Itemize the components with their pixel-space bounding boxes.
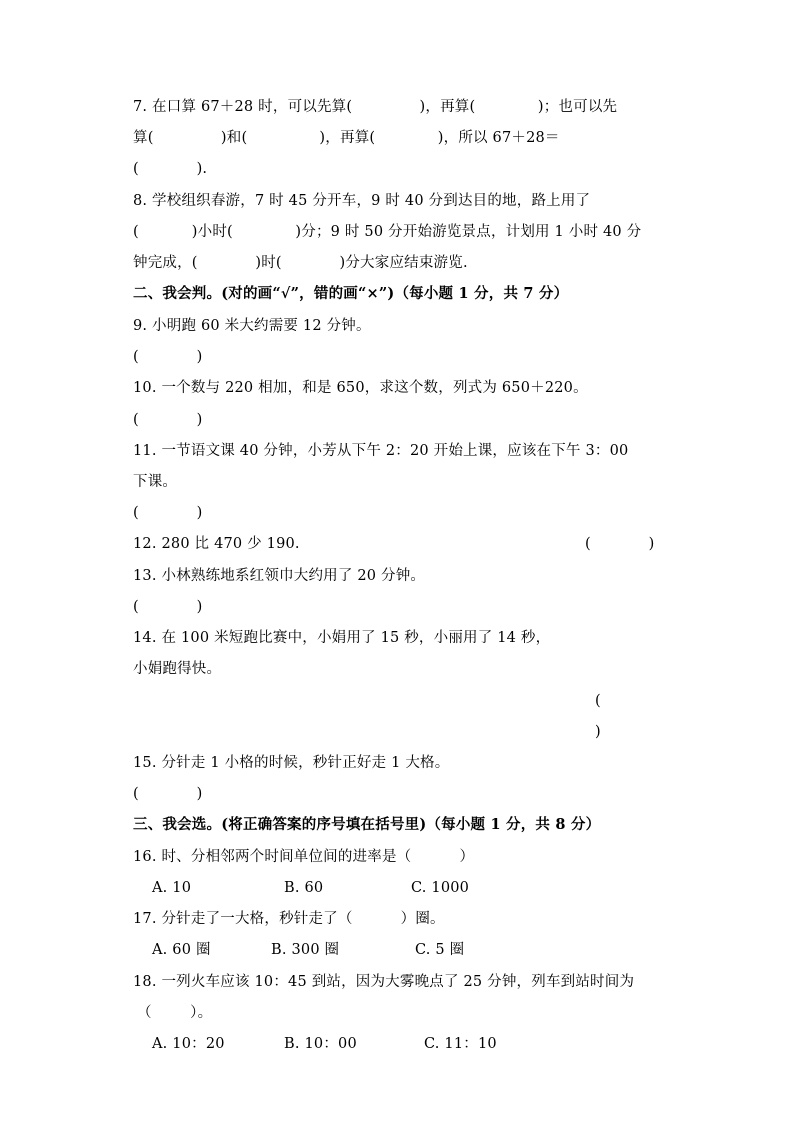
q8-line-3: 钟完成，( )时( )分大家应结束游览. [133, 255, 468, 271]
q14-line-1: 14. 在 100 米短跑比赛中，小娟用了 15 秒，小丽用了 14 秒， [133, 630, 551, 646]
q8-line-2: ( )小时( )分；9 时 50 分开始游览景点，计划用 1 小时 40 分 [133, 224, 642, 240]
q18-line-2: （ ）。 [137, 1005, 213, 1021]
section-3-heading: 三、我会选。(将正确答案的序号填在括号里)（每小题 1 分，共 8 分） [133, 816, 601, 833]
q17-option-c: C. 5 圈 [415, 942, 465, 958]
q10-answer-blank: ( ) [133, 412, 203, 428]
q18-option-c: C. 11：10 [424, 1036, 497, 1052]
q11-line-1: 11. 一节语文课 40 分钟，小芳从下午 2：20 开始上课，应该在下午 3：00 [133, 443, 629, 459]
q16-option-b: B. 60 [284, 880, 324, 896]
q7-line-3: ( ). [133, 161, 208, 177]
q17-option-b: B. 300 圈 [271, 942, 340, 958]
q9-text: 9. 小明跑 60 米大约需要 12 分钟。 [133, 318, 371, 334]
q17-option-a: A. 60 圈 [152, 942, 211, 958]
q13-answer-blank: ( ) [133, 599, 203, 615]
q18-line-1: 18. 一列火车应该 10：45 到站，因为大雾晚点了 25 分钟，列车到站时间为 [133, 974, 635, 990]
q12-answer-blank: ( ) [585, 536, 655, 552]
section-2-heading: 二、我会判。(对的画“√”，错的画“×”)（每小题 1 分，共 7 分） [133, 285, 569, 302]
q10-text: 10. 一个数与 220 相加，和是 650，求这个数，列式为 650＋220。 [133, 380, 588, 396]
q12-text: 12. 280 比 470 少 190. [133, 536, 300, 552]
q18-option-b: B. 10：00 [284, 1036, 357, 1052]
q13-text: 13. 小林熟练地系红领巾大约用了 20 分钟。 [133, 568, 426, 584]
q15-text: 15. 分针走 1 小格的时候，秒针正好走 1 大格。 [133, 755, 450, 771]
q8-line-1: 8. 学校组织春游，7 时 45 分开车，9 时 40 分到达目的地，路上用了 [133, 193, 591, 209]
q9-answer-blank: ( ) [133, 349, 203, 365]
q7-line-1: 7. 在口算 67＋28 时，可以先算( )，再算( )；也可以先 [133, 99, 618, 115]
q17-text: 17. 分针走了一大格，秒针走了（ ）圈。 [133, 911, 445, 927]
q16-text: 16. 时、分相邻两个时间单位间的进率是（ ） [133, 849, 475, 865]
q16-option-a: A. 10 [152, 880, 192, 896]
q11-answer-blank: ( ) [133, 505, 203, 521]
q14-paren-close: ) [595, 724, 601, 740]
q11-line-2: 下课。 [133, 474, 178, 490]
q7-line-2: 算( )和( )，再算( )，所以 67＋28＝ [133, 130, 560, 146]
q15-answer-blank: ( ) [133, 786, 203, 802]
q16-option-c: C. 1000 [411, 880, 470, 896]
q14-line-2: 小娟跑得快。 [133, 661, 222, 677]
q14-paren-open: ( [595, 693, 601, 709]
q18-option-a: A. 10：20 [152, 1036, 225, 1052]
